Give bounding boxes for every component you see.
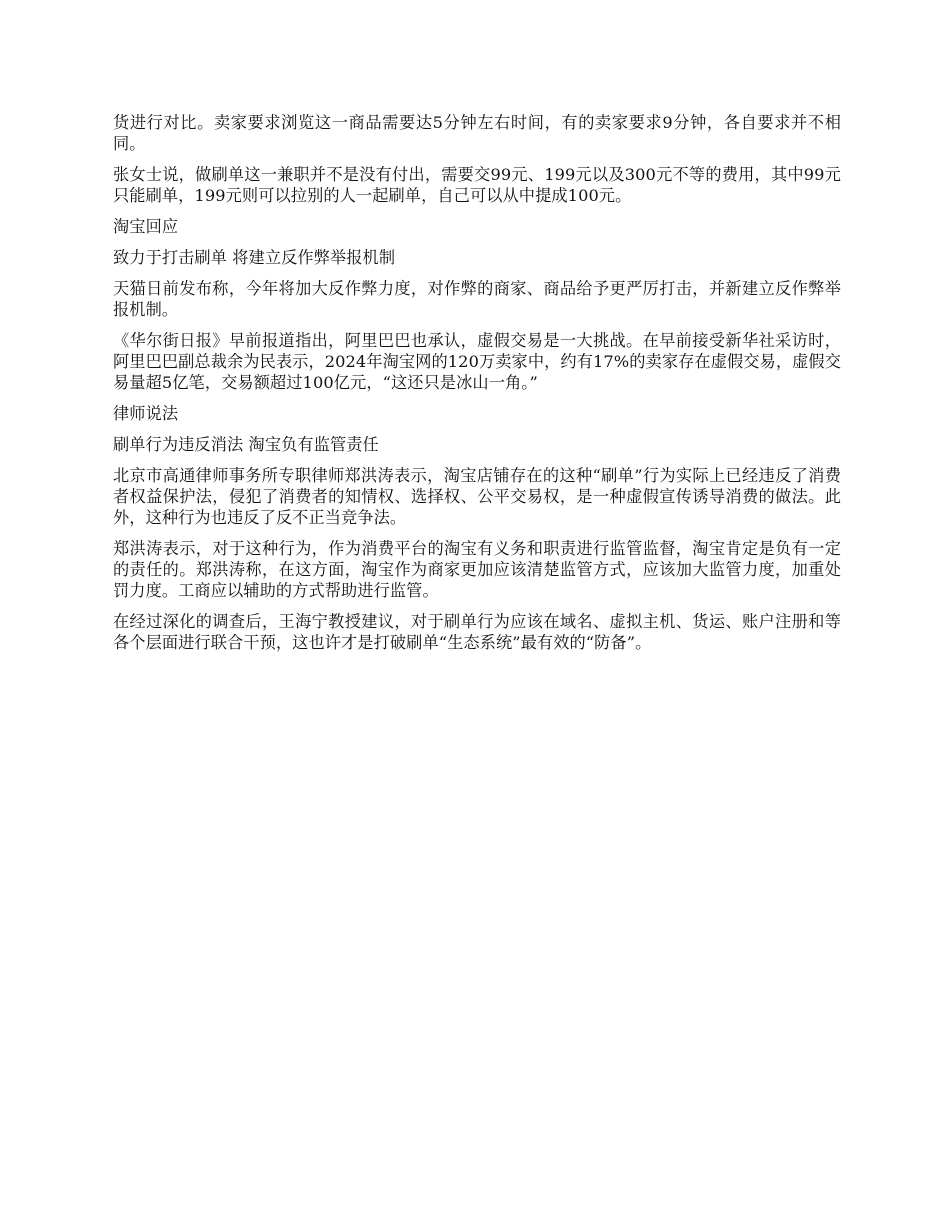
section-heading-taobao-response: 淘宝回应: [113, 217, 179, 236]
paragraph-tmall-announcement: 天猫日前发布称，今年将加大反作弊力度，对作弊的商家、商品给予更严厉打击，并新建立反作弊举报机制。: [113, 279, 841, 319]
paragraph-lawyer-statement: 北京市高通律师事务所专职律师郑洪涛表示，淘宝店铺存在的这种“刷单”行为实际上已经违反了消费者权益保护法，侵犯了消费者的知情权、选择权、公平交易权，是一种虚假宣传诱导消费的做法。此外，这种行为也违反了反不正当竞争法。: [113, 466, 841, 527]
subheading-anti-fraud: 致力于打击刷单 将建立反作弊举报机制: [113, 248, 396, 267]
paragraph-comparison: 货进行对比。卖家要求浏览这一商品需要达5分钟左右时间，有的卖家要求9分钟，各自要求并不相同。: [113, 113, 841, 153]
section-heading-lawyer: 律师说法: [113, 404, 179, 423]
subheading-liability: 刷单行为违反消法 淘宝负有监管责任: [113, 435, 379, 454]
paragraph-wsj-report: 《华尔街日报》早前报道指出，阿里巴巴也承认，虚假交易是一大挑战。在早前接受新华社采访时，阿里巴巴副总裁余为民表示，2024年淘宝网的120万卖家中，约有17%的卖家存在虚假交易，虚假交易量超5亿笔，交易额超过100亿元，“这还只是冰山一角。”: [113, 331, 841, 392]
paragraph-fees: 张女士说，做刷单这一兼职并不是没有付出，需要交99元、199元以及300元不等的费用，其中99元只能刷单，199元则可以拉别的人一起刷单，自己可以从中提成100元。: [113, 165, 841, 205]
paragraph-recommendation: 在经过深化的调查后，王海宁教授建议，对于刷单行为应该在域名、虚拟主机、货运、账户注册和等各个层面进行联合干预，这也许才是打破刷单“生态系统”最有效的“防备”。: [113, 612, 841, 652]
document-body: [113, 112, 841, 663]
paragraph-supervision: 郑洪涛表示，对于这种行为，作为消费平台的淘宝有义务和职责进行监管监督，淘宝肯定是负有一定的责任的。郑洪涛称，在这方面，淘宝作为商家更加应该清楚监管方式，应该加大监管力度，加重处罚力度。工商应以辅助的方式帮助进行监管。: [113, 539, 841, 600]
